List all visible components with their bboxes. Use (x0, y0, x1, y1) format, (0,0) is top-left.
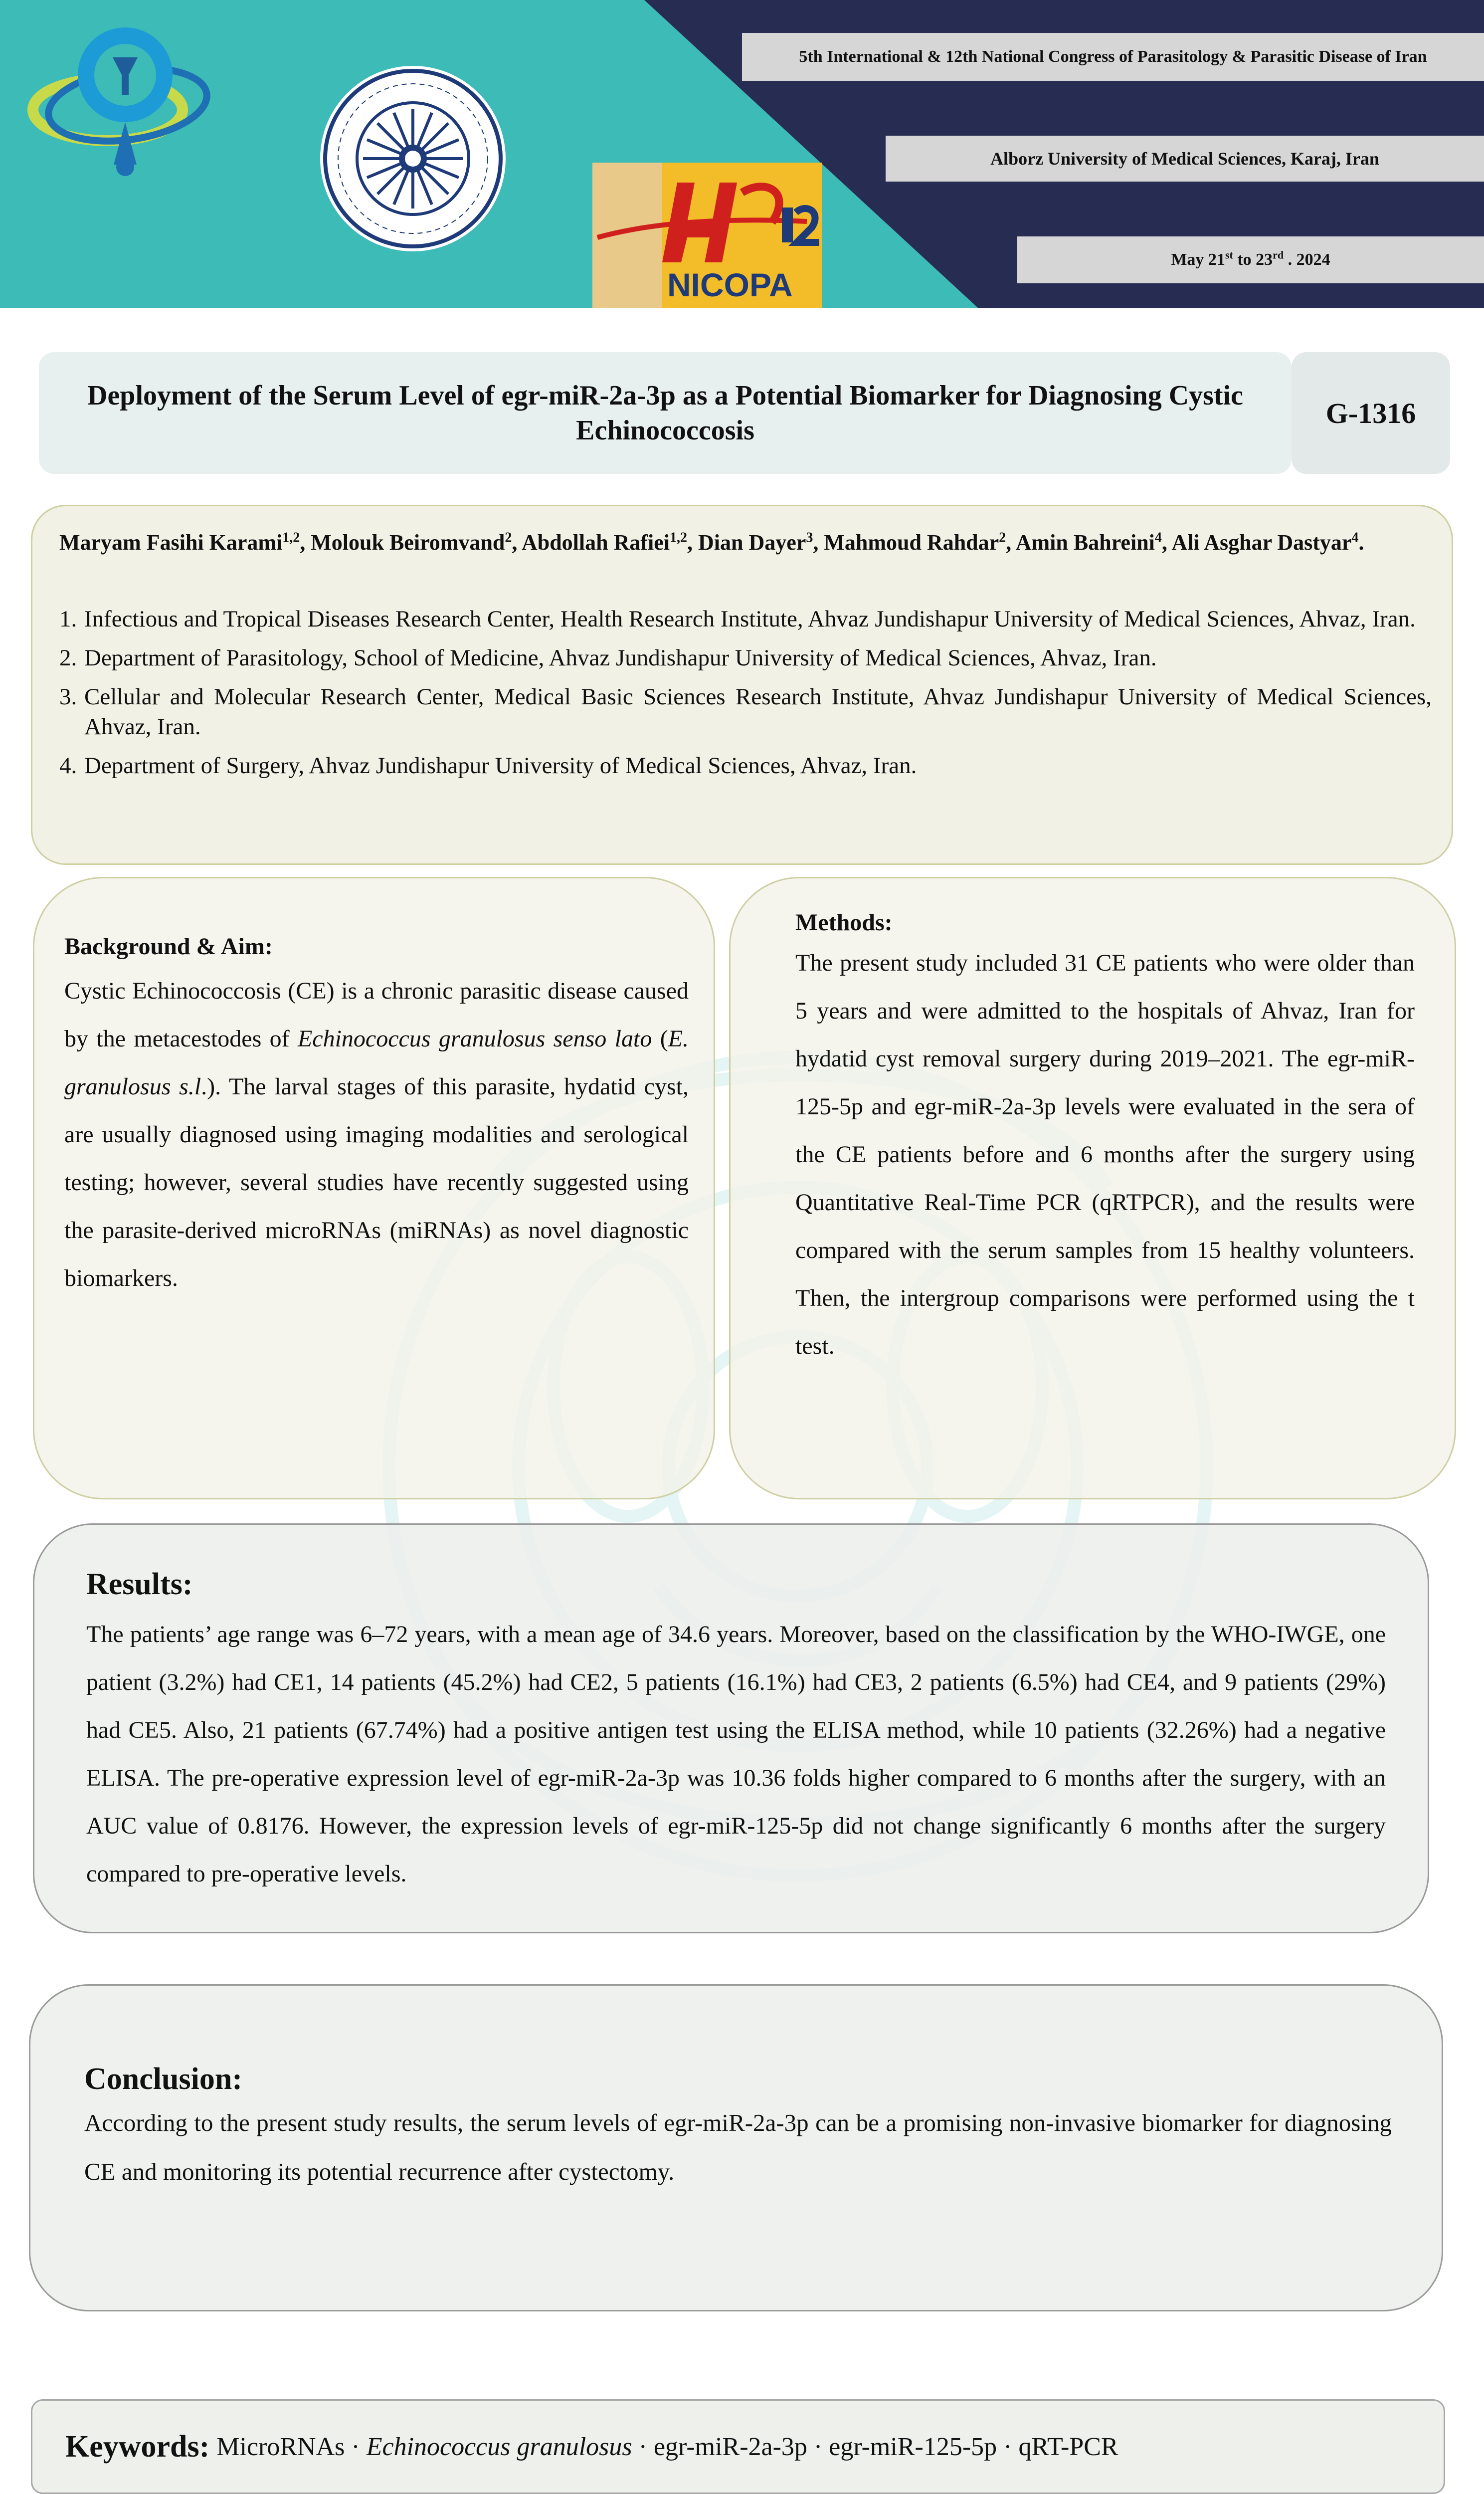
congress-name-bar (742, 33, 1484, 81)
affiliation-item: 3. Cellular and Molecular Research Center, Medical Basic Sciences Research Institute, Ahvaz Jundishapur University of Medical Sciences, Ahvaz, Iran. (59, 684, 1432, 740)
keywords-label: Keywords: (65, 2429, 210, 2464)
poster-code-badge (1292, 352, 1450, 474)
authors-affiliations-box (31, 505, 1453, 865)
conclusion-heading: Conclusion: (84, 2062, 242, 2096)
author: Amin Bahreini$^4$, (1015, 530, 1172, 555)
keywords-box (31, 2399, 1445, 2494)
university-name: Alborz University of Medical Sciences, Karaj, Iran (990, 149, 1379, 169)
background-text: Cystic Echinococcosis (CE) is a chronic parasitic disease caused by the metacestodes of Echinococcus granulosus senso lato (E. granulosus s.l.). The larval stages of this parasite, hydatid cyst, are usually diagnosed using imaging modalities and serological testing; however, several studies have recently suggested using the parasite-derived microRNAs (miRNAs) as novel diagnostic biomarkers. (64, 977, 689, 1291)
nicopa-12-logo (592, 163, 822, 308)
poster-title-box (39, 352, 1292, 474)
author: Maryam Fasihi Karami$^{1,2}$, (59, 530, 311, 555)
poster-code: G-1316 (1325, 397, 1416, 429)
background-aim-box (33, 877, 715, 1499)
affiliation-item: 2. Department of Parasitology, School of Medicine, Ahvaz Jundishapur University of Medical Sciences, Ahvaz, Iran. (59, 645, 1157, 671)
congress-date: May 21st to 23rd . 2024 (1171, 248, 1330, 269)
author: Dian Dayer$^3$, (698, 530, 824, 555)
alborz-university-logo (23, 15, 232, 180)
results-box (33, 1523, 1429, 1933)
affiliation-item: 1. Infectious and Tropical Diseases Research Center, Health Research Institute, Ahvaz Jundishapur University of Medical Sciences, Ahvaz, Iran. (59, 606, 1416, 632)
results-text: The patients’ age range was 6–72 years, with a mean age of 34.6 years. Moreover, based on the classification by the WHO-IWGE, one patient (3.2%) had CE1, 14 patients (45.2%) had CE2, 5 patients (16.1%) had CE3, 2 patients (6.5%) had CE4, and 9 patients (29%) had CE5. Also, 21 patients (67.74%) had a positive antigen test using the ELISA method, while 10 patients (32.26%) had a negative ELISA. The pre-operative expression level of egr-miR-2a-3p was 10.36 folds higher compared to 6 months after the surgery, with an AUC value of 0.8176. However, the expression levels of egr-miR-125-5p did not change significantly 6 months after the surgery compared to pre-operative levels. (86, 1621, 1386, 1887)
author: Molouk Beiromvand$^2$, (311, 530, 522, 555)
congress-header-banner (0, 0, 1484, 308)
author: Mahmoud Rahdar$^2$, (824, 530, 1012, 555)
methods-text: The present study included 31 CE patients who were older than 5 years and were admitted to the hospitals of Ahvaz, Iran for hydatid cyst removal surgery during 2019–2021. The egr-miR-125-5p and egr-miR-2a-3p levels were evaluated in the sera of the CE patients before and 6 months after the surgery using Quantitative Real-Time PCR (qRTPCR), and the results were compared with the serum samples from 15 healthy volunteers. Then, the intergroup comparisons were performed using the t test. (795, 949, 1415, 1359)
date-bar (1017, 236, 1484, 283)
conclusion-box (29, 1984, 1443, 2311)
results-heading: Results: (86, 1567, 193, 1601)
iranian-society-of-parasitology-seal (315, 64, 511, 253)
background-heading: Background & Aim: (64, 933, 273, 960)
methods-heading: Methods: (795, 909, 893, 936)
poster-title: Deployment of the Serum Level of egr-miR-2a-3p as a Potential Biomarker for Diagnosing Cystic Echinococcosis (87, 380, 1243, 446)
keywords-list: MicroRNAs · Echinococcus granulosus · egr-miR-2a-3p · egr-miR-125-5p · qRT-PCR (216, 2432, 1118, 2461)
nicopa-logo-lettering: NICOPA (667, 266, 793, 303)
affiliation-list (59, 604, 1432, 781)
author: Abdollah Rafiei$^{1,2}$, (521, 530, 699, 555)
author: Ali Asghar Dastyar$^4$. (1171, 530, 1364, 555)
conclusion-text: According to the present study results, the serum levels of egr-miR-2a-3p can be a promising non-invasive biomarker for diagnosing CE and monitoring its potential recurrence after cystectomy. (84, 2109, 1392, 2186)
author-list (59, 525, 1432, 560)
congress-name: 5th International & 12th National Congress of Parasitology & Parasitic Disease of Iran (799, 47, 1427, 66)
university-bar (886, 136, 1484, 182)
methods-box (729, 877, 1456, 1499)
affiliation-item: 4. Department of Surgery, Ahvaz Jundishapur University of Medical Sciences, Ahvaz, Iran. (59, 753, 917, 779)
